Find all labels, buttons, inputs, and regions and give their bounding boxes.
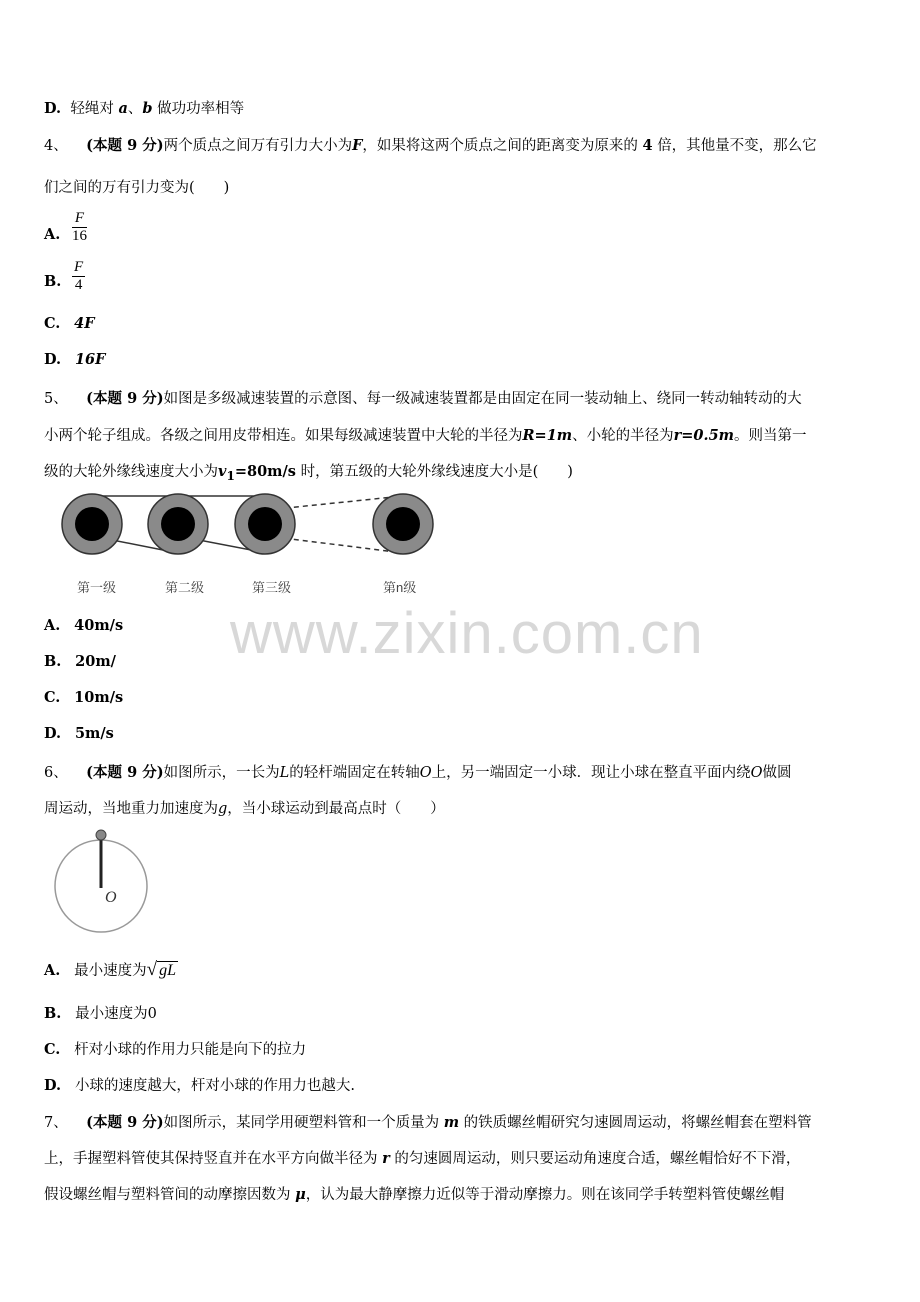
q4-option-b-fraction	[72, 259, 85, 294]
stem-text: 的轻杆端固定在转轴	[289, 765, 420, 781]
q6-option-b	[44, 1002, 157, 1023]
question-number: 7、	[44, 1115, 68, 1131]
option-text: 16F	[74, 351, 106, 368]
wheel-stage-n	[373, 494, 433, 554]
var-a: a	[118, 100, 128, 117]
option-text: 40m/s	[74, 617, 124, 634]
q5-option-b	[44, 653, 116, 670]
q5-gear-figure	[55, 488, 445, 606]
option-text: 最小速度为	[75, 1006, 148, 1022]
q6-stem-line2	[44, 797, 445, 818]
var-mu: μ	[295, 1186, 306, 1203]
q4-option-a-label	[44, 226, 60, 243]
stem-text: 周运动，当地重力加速度为	[44, 801, 218, 817]
var-b: b	[142, 100, 153, 117]
question-number: 6、	[44, 765, 68, 781]
option-text: 最小速度为	[74, 963, 147, 979]
q4-option-d	[44, 351, 105, 368]
stem-text: 如图所示，某同学用硬塑料管和一个质量为	[163, 1115, 440, 1131]
stem-text: 、小轮的半径为	[572, 428, 674, 444]
sqrt-radicand: gL	[159, 962, 176, 979]
option-text: 10m/s	[74, 689, 124, 706]
pivot-label: O	[105, 889, 117, 906]
var-L: L	[279, 765, 290, 781]
q5-stem-line3	[44, 460, 573, 483]
label-stage-2: 第二级	[165, 580, 205, 595]
q4-option-c	[44, 315, 95, 332]
label-stage-n: 第n级	[383, 580, 417, 595]
var-m: m	[443, 1114, 460, 1131]
wheel-stage-1	[62, 494, 122, 554]
q6-option-c	[44, 1038, 306, 1059]
option-text: 4F	[74, 315, 95, 332]
sqrt-expression	[147, 959, 178, 981]
label-stage-1: 第一级	[77, 580, 117, 595]
option-label: D.	[44, 1077, 62, 1094]
small-ball	[96, 830, 106, 840]
option-label: B.	[44, 1005, 62, 1022]
q3-option-d	[44, 97, 244, 118]
separator: 、	[127, 101, 143, 117]
var-r: r	[382, 1150, 390, 1167]
watermark: www.zixin.com.cn	[230, 601, 704, 666]
q5-option-d	[44, 725, 114, 742]
var-O: O	[419, 765, 432, 781]
stem-text: 上，手握塑料管使其保持竖直并在水平方向做半径为	[44, 1151, 378, 1167]
sqrt-sign: √	[146, 959, 158, 980]
stem-text: 时，第五级的大轮外缘线速度大小是( )	[300, 464, 573, 480]
q4-option-a-fraction	[72, 210, 87, 245]
stem-text: 两个质点之间万有引力大小为	[163, 138, 353, 154]
option-text: 轻绳对	[70, 101, 114, 117]
stem-text: ，当小球运动到最高点时（ ）	[227, 801, 445, 817]
q5-stem-line1	[44, 387, 802, 408]
stem-text: 做圆	[762, 765, 792, 781]
wheel-stage-3	[235, 494, 295, 554]
num-4: 4	[642, 137, 653, 154]
v1-symbol: v	[218, 463, 227, 480]
v1-subscript: 1	[226, 468, 235, 483]
option-label: C.	[44, 315, 61, 332]
q7-stem-line3	[44, 1183, 784, 1204]
stem-text: 小两个轮子组成。各级之间用皮带相连。如果每级减速装置中大轮的半径为	[44, 428, 523, 444]
option-text: 5m/s	[74, 725, 114, 742]
r-small-value: r=0.5m	[673, 427, 734, 444]
var-O: O	[750, 765, 763, 781]
label-stage-3: 第三级	[252, 580, 292, 595]
question-score: (本题 9 分)	[86, 764, 164, 781]
v1-value: =80m/s	[234, 463, 296, 480]
option-label: B.	[44, 653, 62, 670]
q7-stem-line2	[44, 1147, 800, 1168]
option-label: A.	[44, 962, 61, 979]
option-label: D.	[44, 725, 62, 742]
stem-text: 的铁质螺丝帽研究匀速圆周运动，将螺丝帽套在塑料管	[463, 1115, 812, 1131]
stem-text: 如图是多级减速装置的示意图、每一级减速装置都是由固定在同一装动轴上、绕同一转动轴转动的大	[163, 391, 802, 407]
option-label: A.	[44, 617, 61, 634]
option-text-tail: 做功功率相等	[157, 101, 245, 117]
stem-text: ，认为最大静摩擦力近似等于滑动摩擦力。则在该同学手转塑料管使螺丝帽	[305, 1187, 785, 1203]
question-score: (本题 9 分)	[86, 1114, 164, 1131]
stem-text: ，如果将这两个质点之间的距离变为原来的	[362, 138, 638, 154]
q4-stem-line1	[44, 134, 817, 155]
q6-option-d	[44, 1074, 355, 1095]
var-g: g	[218, 801, 228, 817]
stem-text: 的匀速圆周运动，则只要运动角速度合适，螺丝帽恰好不下滑，	[394, 1151, 801, 1167]
numerator: F	[74, 259, 84, 275]
stem-text: 上，另一端固定一小球．现让小球在整直平面内绕	[431, 765, 751, 781]
denominator: 4	[74, 277, 83, 293]
option-text: 20m/	[75, 653, 116, 670]
wheel-stage-2	[148, 494, 208, 554]
question-score: (本题 9 分)	[86, 390, 164, 407]
q7-stem-line1	[44, 1111, 812, 1132]
q5-option-a	[44, 617, 123, 634]
q4-option-b-label	[44, 273, 61, 290]
q4-stem-line2: 们之间的万有引力变为( )	[44, 180, 230, 196]
q5-option-c	[44, 689, 123, 706]
numerator: F	[74, 210, 85, 226]
r-big-value: R=1m	[522, 427, 573, 444]
question-number: 4、	[44, 138, 68, 154]
option-label: D.	[44, 100, 62, 117]
q6-stem-line1	[44, 761, 792, 782]
option-label: C.	[44, 689, 61, 706]
question-score: (本题 9 分)	[86, 137, 164, 154]
stem-text: 假设螺丝帽与塑料管间的动摩擦因数为	[44, 1187, 291, 1203]
q5-stem-line2	[44, 424, 807, 445]
option-label: B.	[44, 273, 62, 290]
question-number: 5、	[44, 391, 68, 407]
option-label: A.	[44, 226, 61, 243]
option-text: 小球的速度越大，杆对小球的作用力也越大.	[74, 1078, 356, 1094]
stem-text: 如图所示，一长为	[163, 765, 280, 781]
q6-rod-figure	[50, 826, 154, 938]
denominator: 16	[72, 228, 87, 244]
var-F: F	[352, 137, 363, 154]
option-label: D.	[44, 351, 62, 368]
stem-text: 倍，其他量不变，那么它	[657, 138, 817, 154]
stem-text: 级的大轮外缘线速度大小为	[44, 464, 218, 480]
stem-text: 。则当第一	[734, 428, 807, 444]
q6-option-a	[44, 959, 178, 981]
option-math: 0	[147, 1006, 157, 1022]
option-text: 杆对小球的作用力只能是向下的拉力	[74, 1042, 307, 1058]
option-label: C.	[44, 1041, 61, 1058]
